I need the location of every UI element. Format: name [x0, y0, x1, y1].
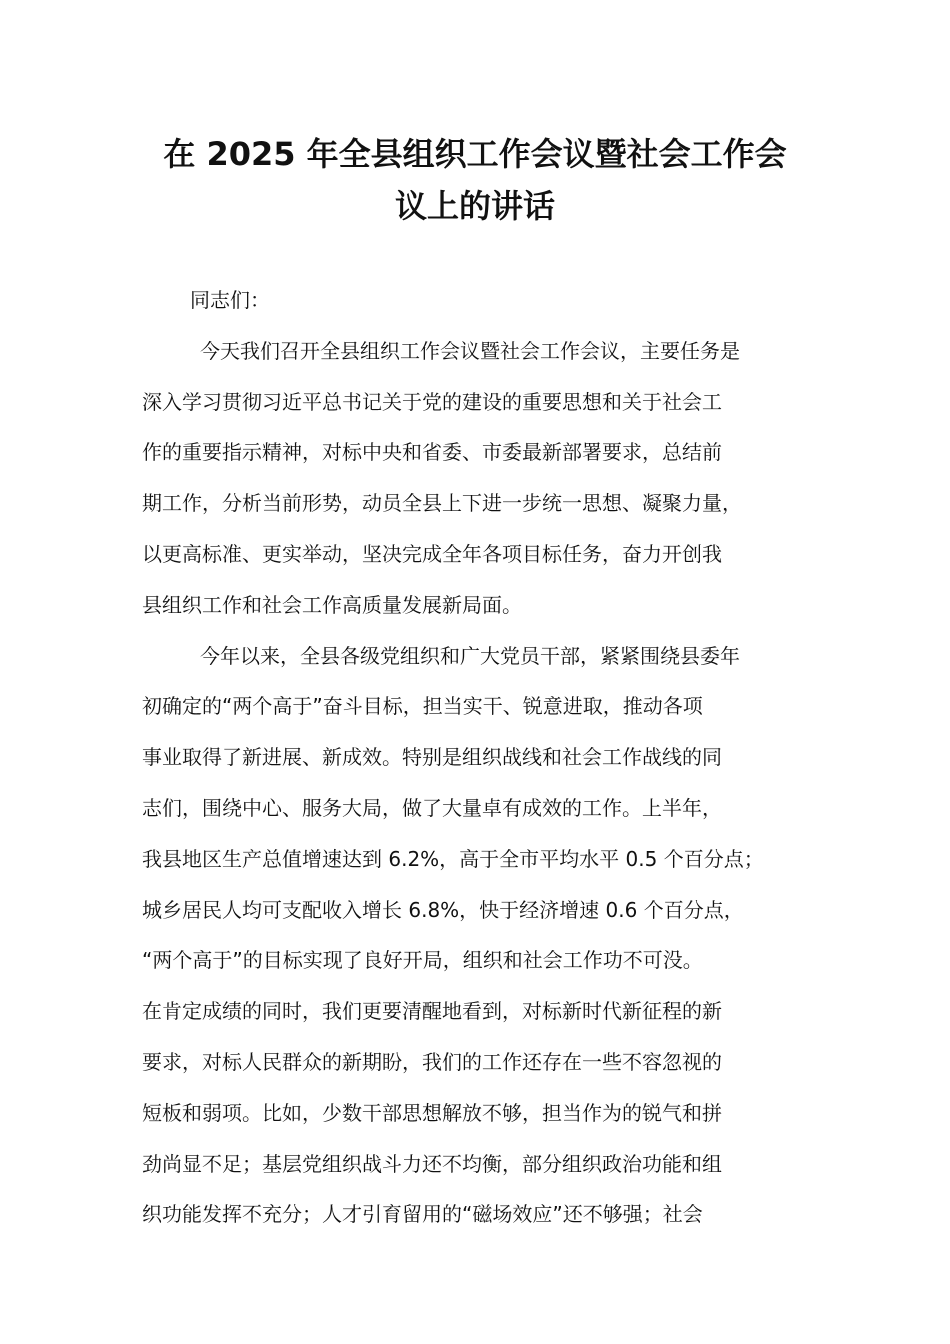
- paragraph-line: 城乡居民人均可支配收入增长 6.8%，快于经济增速 0.6 个百分点，: [142, 897, 744, 922]
- paragraph-line: 县组织工作和社会工作高质量发展新局面。: [142, 592, 522, 617]
- paragraph-line: 织功能发挥不充分；人才引育留用的“磁场效应”还不够强；社会: [142, 1202, 703, 1227]
- paragraph-line: 期工作，分析当前形势，动员全县上下进一步统一思想、凝聚力量，: [142, 491, 742, 516]
- paragraph-line: 我县地区生产总值增速达到 6.2%，高于全市平均水平 0.5 个百分点；: [142, 846, 764, 871]
- paragraph-line: 志们，围绕中心、服务大局，做了大量卓有成效的工作。上半年，: [142, 795, 722, 820]
- paragraph-line: 作的重要指示精神，对标中央和省委、市委最新部署要求，总结前: [142, 440, 722, 465]
- document-title: [140, 128, 810, 232]
- paragraph-line: 事业取得了新进展、新成效。特别是组织战线和社会工作战线的同: [142, 745, 722, 770]
- paragraph-line: 今天我们召开全县组织工作会议暨社会工作会议，主要任务是: [200, 338, 740, 363]
- paragraph-line: 在肯定成绩的同时，我们更要清醒地看到，对标新时代新征程的新: [142, 999, 722, 1024]
- salutation: 同志们：: [190, 288, 270, 312]
- paragraph-line: 要求，对标人民群众的新期盼，我们的工作还存在一些不容忽视的: [142, 1049, 722, 1074]
- paragraph-line: 深入学习贯彻习近平总书记关于党的建设的重要思想和关于社会工: [142, 389, 722, 414]
- paragraph-line: 今年以来，全县各级党组织和广大党员干部，紧紧围绕县委年: [200, 643, 740, 668]
- paragraph-line: 以更高标准、更实举动，坚决完成全年各项目标任务，奋力开创我: [142, 541, 722, 566]
- paragraph-line: 初确定的“两个高于”奋斗目标，担当实干、锐意进取，推动各项: [142, 694, 703, 719]
- speech-body: [142, 275, 818, 1240]
- paragraph-line: “两个高于”的目标实现了良好开局，组织和社会工作功不可没。: [142, 948, 703, 973]
- title-line-1: 在 2025 年全县组织工作会议暨社会工作会: [163, 135, 787, 173]
- title-line-2: 议上的讲话: [394, 187, 555, 225]
- paragraph-2: [142, 631, 818, 1241]
- paragraph-1: [142, 326, 818, 631]
- paragraph-line: 短板和弱项。比如，少数干部思想解放不够，担当作为的锐气和拼: [142, 1100, 722, 1125]
- paragraph-line: 劲尚显不足；基层党组织战斗力还不均衡，部分组织政治功能和组: [142, 1151, 722, 1176]
